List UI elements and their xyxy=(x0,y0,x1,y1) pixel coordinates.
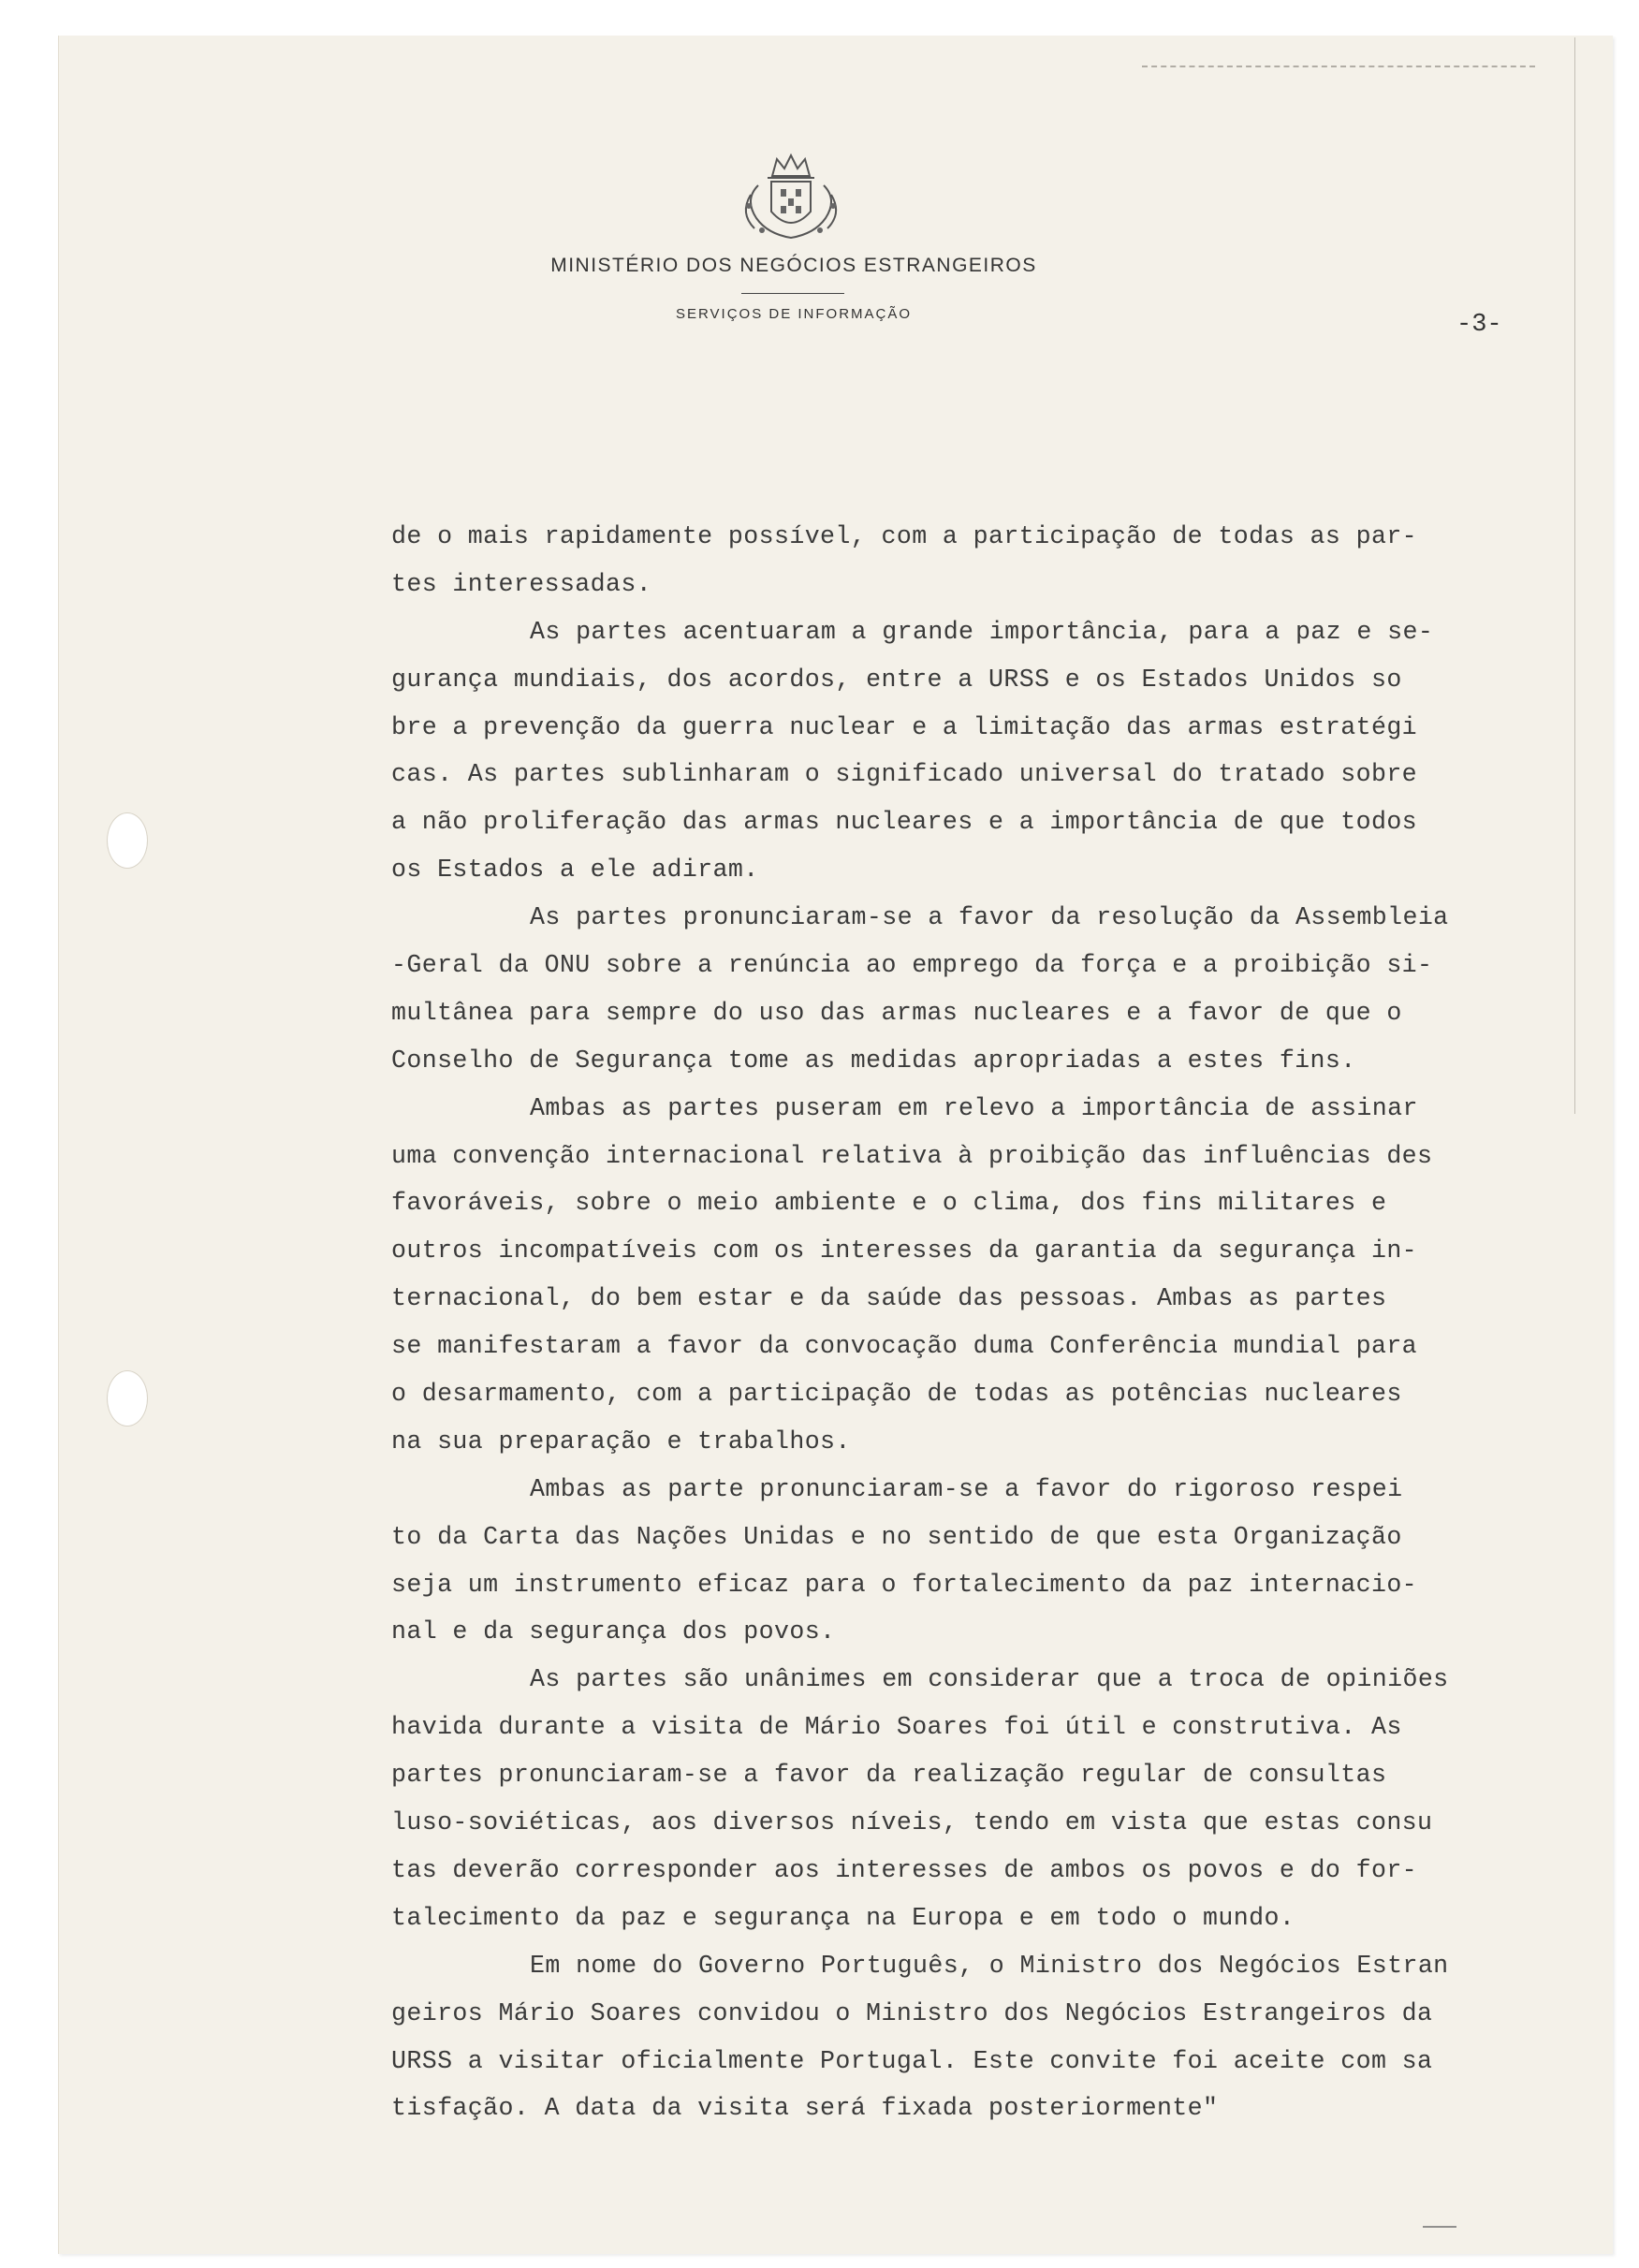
ministry-heading: MINISTÉRIO DOS NEGÓCIOS ESTRANGEIROS xyxy=(550,255,1037,276)
text-line: luso-soviéticas, aos diversos níveis, tendo em vista que estas consu xyxy=(391,1808,1433,1837)
coat-of-arms-icon xyxy=(730,148,852,251)
text-line: nal e da segurança dos povos. xyxy=(391,1617,836,1646)
text-line: -Geral da ONU sobre a renúncia ao emprego da força e a proibição si- xyxy=(391,951,1433,980)
text-line: favoráveis, sobre o meio ambiente e o clima, dos fins militares e xyxy=(391,1189,1387,1218)
punch-hole xyxy=(107,812,148,869)
text-line: Ambas as parte pronunciaram-se a favor do rigoroso respei xyxy=(530,1474,1403,1503)
text-line: to da Carta das Nações Unidas e no sentido de que esta Organização xyxy=(391,1522,1402,1551)
text-line: na sua preparação e trabalhos. xyxy=(391,1427,851,1456)
text-line: ternacional, do bem estar e da saúde das pessoas. Ambas as partes xyxy=(391,1284,1387,1313)
page-number: -3- xyxy=(1456,311,1502,339)
text-line: tisfação. A data da visita será fixada posteriormente" xyxy=(391,2094,1219,2123)
paper-top-edge xyxy=(1142,66,1535,67)
text-line: bre a prevenção da guerra nuclear e a limitação das armas estratégi xyxy=(391,712,1418,741)
text-line: URSS a visitar oficialmente Portugal. Este convite foi aceite com sa xyxy=(391,2046,1433,2075)
text-line: outros incompatíveis com os interesses da garantia da segurança in- xyxy=(391,1236,1418,1266)
paper-right-edge xyxy=(1574,37,1575,1114)
page-footer-mark xyxy=(1423,2226,1456,2228)
text-line: havida durante a visita de Mário Soares foi útil e construtiva. As xyxy=(391,1713,1402,1742)
text-line: Conselho de Segurança tome as medidas apropriadas a estes fins. xyxy=(391,1046,1356,1075)
text-line: Ambas as partes puseram em relevo a importância de assinar xyxy=(530,1093,1418,1122)
text-line: seja um instrumento eficaz para o fortalecimento da paz internacio- xyxy=(391,1570,1418,1599)
text-line: As partes são unânimes em considerar que a troca de opiniões xyxy=(530,1665,1449,1694)
text-line: Em nome do Governo Português, o Ministro dos Negócios Estran xyxy=(530,1951,1449,1980)
text-line: de o mais rapidamente possível, com a participação de todas as par- xyxy=(391,522,1418,550)
text-line: talecimento da paz e segurança na Europa e em todo o mundo. xyxy=(391,1903,1295,1932)
text-line: partes pronunciaram-se a favor da realização regular de consultas xyxy=(391,1761,1387,1790)
text-line: o desarmamento, com a participação de todas as potências nucleares xyxy=(391,1380,1402,1409)
text-line: se manifestaram a favor da convocação duma Conferência mundial para xyxy=(391,1332,1418,1361)
text-line: os Estados a ele adiram. xyxy=(391,856,759,885)
text-line: cas. As partes sublinharam o significado universal do tratado sobre xyxy=(391,760,1418,789)
text-line: geiros Mário Soares convidou o Ministro dos Negócios Estrangeiros da xyxy=(391,1998,1433,2027)
services-subheading: SERVIÇOS DE INFORMAÇÃO xyxy=(675,306,913,322)
punch-hole xyxy=(107,1370,148,1427)
text-line: multânea para sempre do uso das armas nucleares e a favor de que o xyxy=(391,998,1402,1027)
document-body xyxy=(391,513,1552,2132)
text-line: a não proliferação das armas nucleares e a importância de que todos xyxy=(391,808,1418,837)
header-divider xyxy=(741,293,844,294)
text-line: As partes pronunciaram-se a favor da resolução da Assembleia xyxy=(530,903,1449,932)
text-line: tas deverão corresponder aos interesses de ambos os povos e do for- xyxy=(391,1855,1418,1884)
text-line: tes interessadas. xyxy=(391,569,652,598)
text-line: As partes acentuaram a grande importância, para a paz e se- xyxy=(530,617,1434,646)
text-line: uma convenção internacional relativa à proibição das influências des xyxy=(391,1141,1433,1170)
text-line: gurança mundiais, dos acordos, entre a URSS e os Estados Unidos so xyxy=(391,665,1402,694)
